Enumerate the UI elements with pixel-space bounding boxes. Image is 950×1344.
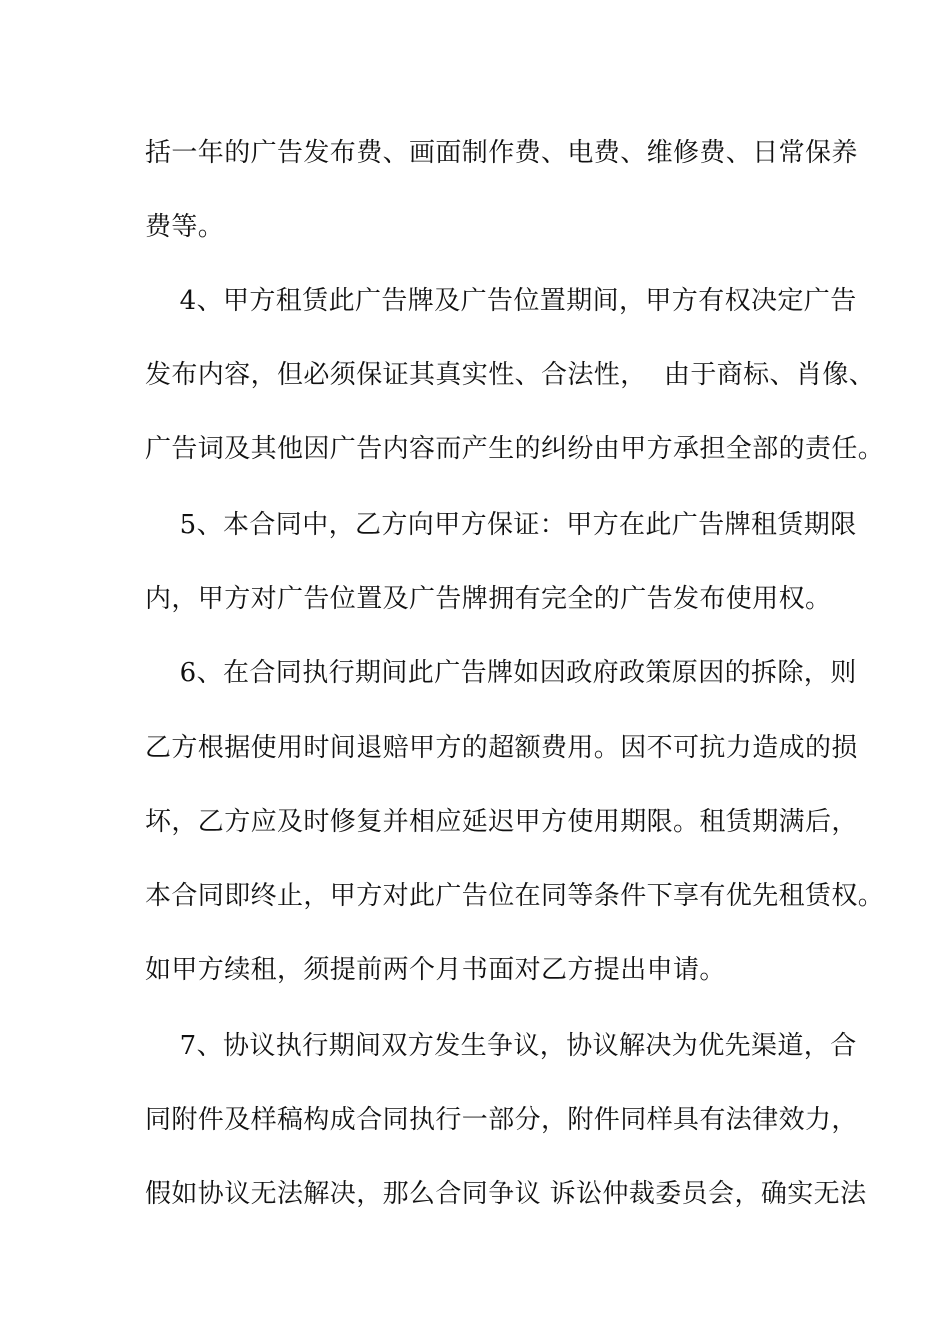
text-line-9: 乙方根据使用时间退赔甲方的超额费用。因不可抗力造成的损 bbox=[145, 733, 858, 763]
text-line-11: 本合同即终止，甲方对此广告位在同等条件下享有优先租赁权。 bbox=[145, 881, 885, 911]
text-line-15: 假如协议无法解决，那么合同争议 诉讼仲裁委员会，确实无法 bbox=[145, 1179, 867, 1209]
text-line-5: 广告词及其他因广告内容而产生的纠纷由甲方承担全部的责任。 bbox=[145, 434, 885, 464]
text-line-4: 发布内容，但必须保证其真实性、合法性， 由于商标、肖像、 bbox=[145, 360, 876, 390]
text-line-3: 4、甲方租赁此广告牌及广告位置期间，甲方有权决定广告 bbox=[145, 286, 857, 316]
text-line-10: 坏，乙方应及时修复并相应延迟甲方使用期限。租赁期满后， bbox=[145, 807, 858, 837]
text-line-14: 同附件及样稿构成合同执行一部分，附件同样具有法律效力， bbox=[145, 1105, 858, 1135]
text-line-13: 7、协议执行期间双方发生争议，协议解决为优先渠道，合 bbox=[145, 1031, 857, 1061]
text-line-2: 费等。 bbox=[145, 212, 225, 242]
text-line-8: 6、在合同执行期间此广告牌如因政府政策原因的拆除，则 bbox=[145, 658, 857, 688]
text-line-6: 5、本合同中，乙方向甲方保证：甲方在此广告牌租赁期限 bbox=[145, 510, 857, 540]
text-line-7: 内，甲方对广告位置及广告牌拥有完全的广告发布使用权。 bbox=[145, 584, 832, 614]
text-line-1: 括一年的广告发布费、画面制作费、电费、维修费、日常保养 bbox=[145, 138, 858, 168]
text-line-12: 如甲方续租，须提前两个月书面对乙方提出申请。 bbox=[145, 955, 726, 985]
